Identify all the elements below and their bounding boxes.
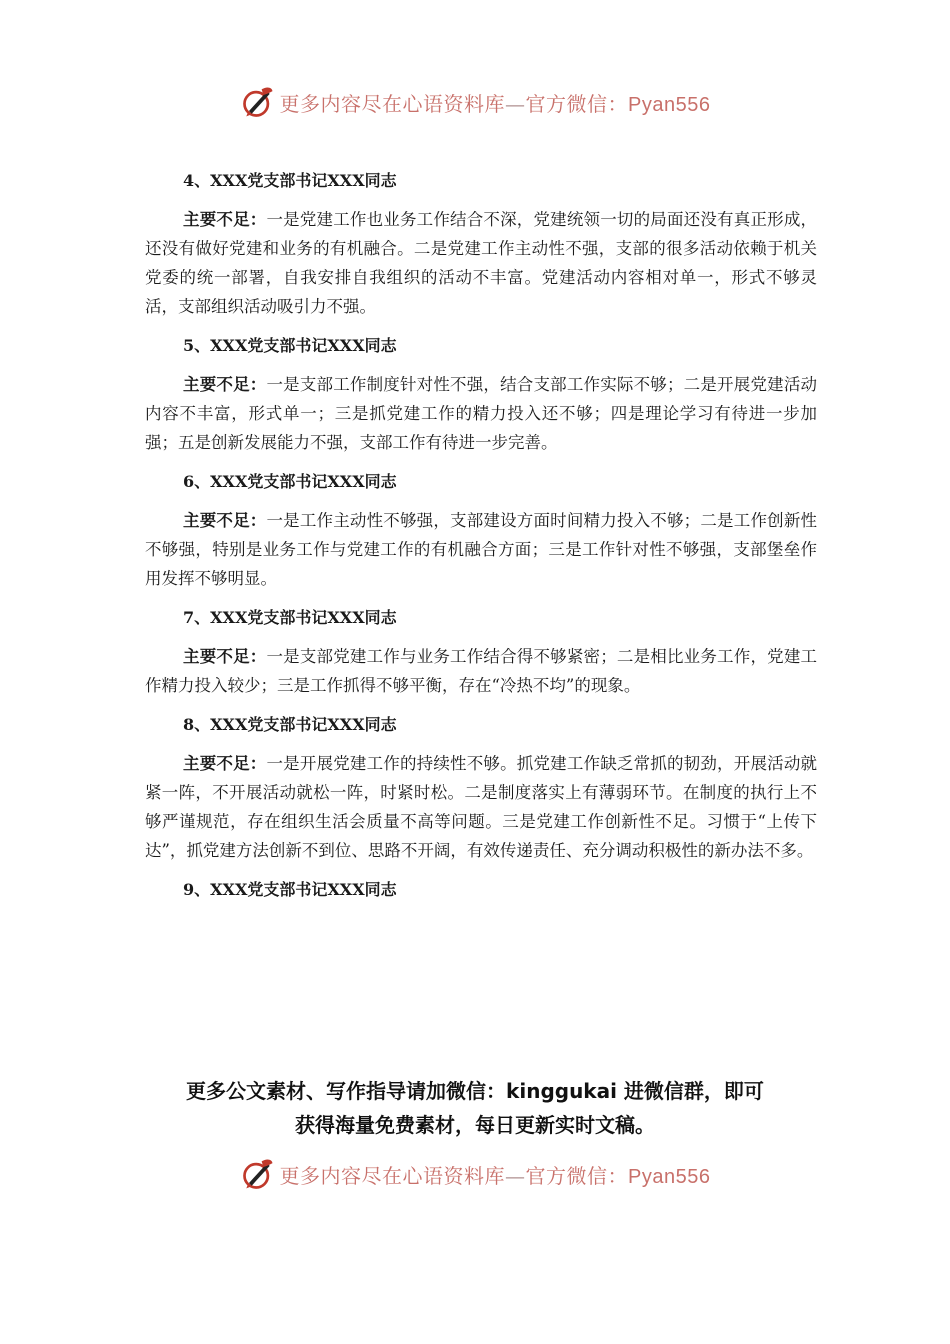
paragraph-body: 一是党建工作也业务工作结合不深，党建统领一切的局面还没有真正形成，还没有做好党建和业务的有机融合。二是党建工作主动性不强，支部的很多活动依赖于机关党委的统一部署，自我安排自我组织的活动不丰富。党建活动内容相对单一，形式不够灵活，支部组织活动吸引力不强。 (145, 210, 818, 316)
section-heading: 7、XXX党支部书记XXX同志 (183, 608, 397, 627)
banner-separator: — (505, 91, 526, 116)
paragraph-label: 主要不足： (183, 754, 267, 773)
banner-label: 官方微信： (525, 1163, 629, 1188)
paragraph-body: 一是工作主动性不够强，支部建设方面时间精力投入不够；二是工作创新性不够强，特别是业务工作与党建工作的有机融合方面；三是工作针对性不够强，支部堡垒作用发挥不够明显。 (145, 511, 818, 588)
section-heading: 4、XXX党支部书记XXX同志 (183, 171, 397, 190)
paragraph-label: 主要不足： (183, 511, 267, 530)
section-paragraph (145, 506, 817, 593)
paragraph-label: 主要不足： (183, 210, 267, 229)
paragraph-label: 主要不足： (183, 375, 267, 394)
section-heading: 6、XXX党支部书记XXX同志 (183, 472, 397, 491)
section-heading: 9、XXX党支部书记XXX同志 (183, 880, 397, 899)
promo-line-2: 获得海量免费素材，每日更新实时文稿。 (295, 1113, 655, 1137)
paragraph-body: 一是支部工作制度针对性不强，结合支部工作实际不够；二是开展党建活动内容不丰富，形式单一；三是抓党建工作的精力投入还不够；四是理论学习有待进一步加强；五是创新发展能力不强，支部工作有待进一步完善。 (145, 375, 818, 452)
paragraph-body: 一是开展党建工作的持续性不够。抓党建工作缺乏常抓的韧劲，开展活动就紧一阵，不开展活动就松一阵，时紧时松。二是制度落实上有薄弱环节。在制度的执行上不够严谨规范，存在组织生活会质量不高等问题。三是党建工作创新性不足。习惯于“上传下达”，抓党建方法创新不到位、思路不开阔，有效传递责任、充分调动积极性的新办法不多。 (145, 754, 818, 860)
promo-line-1: 更多公文素材、写作指导请加微信：kinggukai 进微信群，即可 (186, 1079, 764, 1103)
document-content (145, 166, 817, 914)
header-banner (0, 80, 950, 124)
banner-wechat-id: Pyan556 (628, 93, 711, 116)
quill-logo-icon (240, 1156, 276, 1192)
paragraph-label: 主要不足： (183, 647, 267, 666)
banner-label: 官方微信： (525, 91, 629, 116)
section-paragraph (145, 205, 817, 321)
promo-text (0, 1074, 950, 1142)
footer-banner (0, 1152, 950, 1196)
section-paragraph (145, 642, 817, 700)
banner-text (280, 88, 711, 117)
paragraph-body: 一是支部党建工作与业务工作结合得不够紧密；二是相比业务工作，党建工作精力投入较少；三是工作抓得不够平衡，存在“冷热不均”的现象。 (145, 647, 818, 695)
banner-main-text: 更多内容尽在心语资料库 (279, 1163, 506, 1188)
quill-logo-icon (240, 84, 276, 120)
banner-separator: — (505, 1163, 526, 1188)
banner-text (280, 1160, 711, 1189)
banner-wechat-id: Pyan556 (628, 1165, 711, 1188)
section-heading: 5、XXX党支部书记XXX同志 (183, 336, 397, 355)
section-heading: 8、XXX党支部书记XXX同志 (183, 715, 397, 734)
section-paragraph (145, 370, 817, 457)
banner-main-text: 更多内容尽在心语资料库 (279, 91, 506, 116)
section-paragraph (145, 749, 817, 865)
